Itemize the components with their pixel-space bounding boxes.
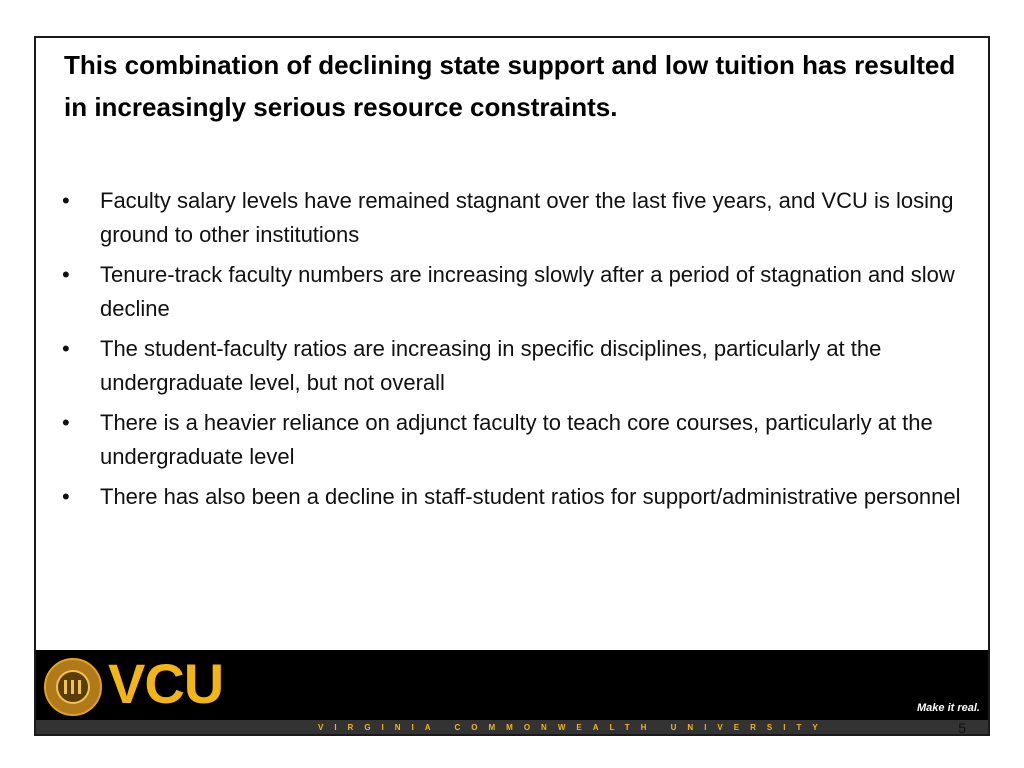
bullet-marker: •	[62, 410, 70, 435]
vcu-logo: VCU	[108, 652, 224, 715]
slide-title: This combination of declining state support and low tuition has resulted in increasingly serious resource constraints.	[64, 50, 956, 122]
bullet-list	[56, 184, 966, 520]
bullet-text: There is a heavier reliance on adjunct faculty to teach core courses, particularly at the undergraduate level	[100, 410, 933, 469]
slide-frame	[34, 36, 990, 736]
bullet-text: The student-faculty ratios are increasing in specific disciplines, particularly at the undergraduate level, but not overall	[100, 336, 882, 395]
footer-bar	[36, 650, 988, 736]
bullet-item	[56, 480, 966, 514]
seal-column	[78, 680, 81, 694]
university-strip	[36, 720, 988, 736]
bullet-marker: •	[62, 336, 70, 361]
university-name: VIRGINIA COMMONWEALTH UNIVERSITY	[318, 723, 829, 732]
seal-column	[64, 680, 67, 694]
bullet-text: Tenure-track faculty numbers are increasing slowly after a period of stagnation and slow decline	[100, 262, 955, 321]
university-seal-icon	[44, 658, 102, 716]
bullet-text: Faculty salary levels have remained stagnant over the last five years, and VCU is losing ground to other institutions	[100, 188, 954, 247]
bullet-item	[56, 406, 966, 474]
bullet-item	[56, 258, 966, 326]
page-number: 5	[958, 720, 966, 736]
tagline: Make it real.	[917, 702, 980, 714]
bullet-item	[56, 184, 966, 252]
bullet-marker: •	[62, 484, 70, 509]
bullet-marker: •	[62, 262, 70, 287]
bullet-item	[56, 332, 966, 400]
bullet-text: There has also been a decline in staff-student ratios for support/administrative personnel	[100, 484, 961, 509]
seal-column	[71, 680, 74, 694]
bullet-marker: •	[62, 188, 70, 213]
seal-center	[56, 670, 90, 704]
